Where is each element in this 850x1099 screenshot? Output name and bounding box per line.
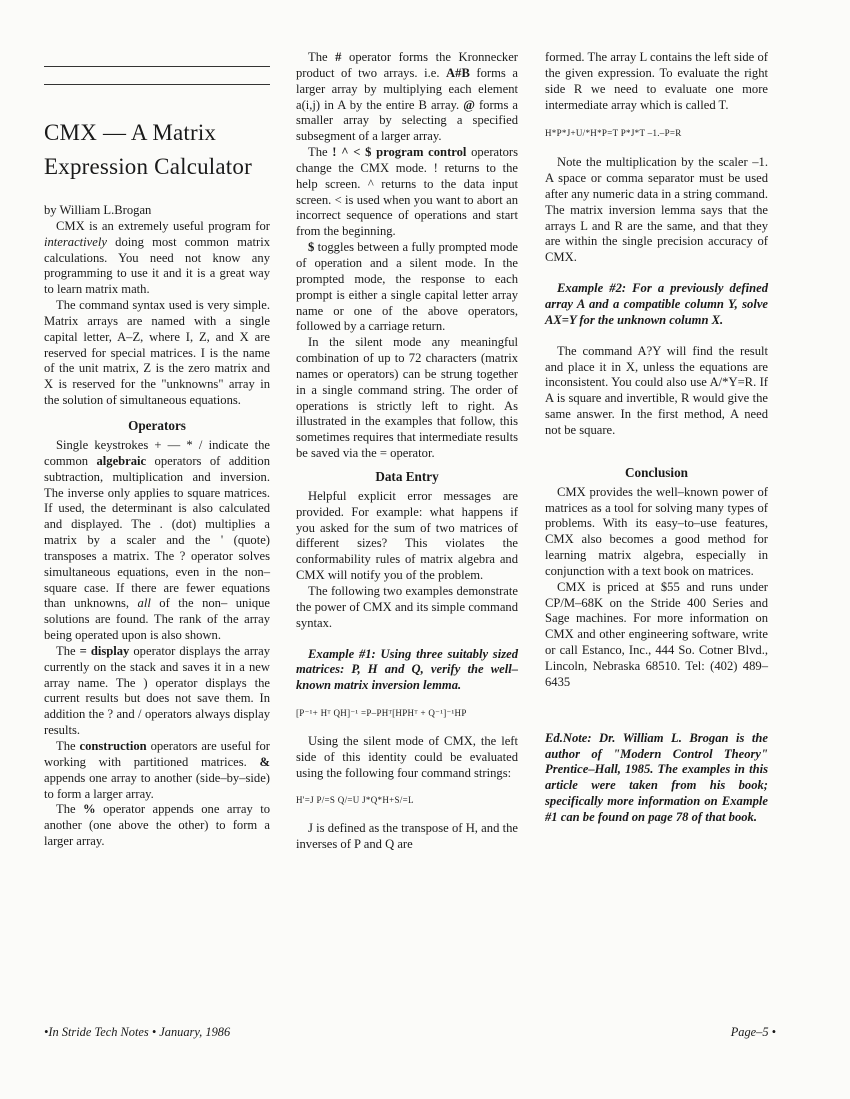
paragraph: The command syntax used is very simple. Matrix arrays are named with a single capital letter, A–Z, where I, Z, and X are reserved for special matrices. I is the name of the unit matrix, Z is the zero matrix and X is reserved for the "unknowns" array in the solution of simultaneous equations. <box>44 298 270 408</box>
paragraph: Note the multiplication by the scaler –1. A space or comma separator must be used after any numeric data in a string command. The matrix inversion lemma says that the arrays L and R are the same, and that they are within the single precision accuracy of CMX. <box>545 155 768 265</box>
paragraph: The ! ^ < $ program control operators change the CMX mode. ! returns to the help screen. ^ returns to the data input screen. < is used when you want to abort an incorrect sequence of operations and start from the beginning. <box>296 145 518 239</box>
paragraph: In the silent mode any meaningful combination of up to 72 characters (matrix names or operators) can be strung together in a single command string. The order of operations is strictly left to right. As illustrated in the examples that follow, this sometimes requires that intermediate results be saved via the = operator. <box>296 335 518 461</box>
paragraph: formed. The array L contains the left side of the given expression. To evaluate the right side R we need to evaluate one more intermediate array which is called T. <box>545 50 768 112</box>
heading-data-entry: Data Entry <box>375 468 439 484</box>
footer-left: •In Stride Tech Notes • January, 1986 <box>44 1025 231 1039</box>
paragraph: J is defined as the transpose of H, and the inverses of P and Q are <box>296 821 518 852</box>
paragraph: Single keystrokes + — * / indicate the common algebraic operators of addition subtraction, multiplication and inversion. The inverse only applies to square matrices. If used, the determinant is also calculated and displayed. The . (dot) multiplies a matrix by a scaler and the ' (quote) transposes a matrix. The ? operator solves simultaneous equations, even in the non– square case. If there are fewer equations than unknowns, all of the non– unique solutions are found. The rank of the array being operated upon is also shown. <box>44 437 271 643</box>
example-1: Example #1: Using three suitably sized matrices: P, H and Q, verify the well–known matrix inversion lemma. <box>296 646 518 693</box>
paragraph: The = display operator displays the array currently on the stack and saves it in a new array name. The ) operator displays the current results but does not save them. In addition the ? and / operators always display results. <box>44 643 270 738</box>
heading-conclusion: Conclusion <box>624 464 689 480</box>
equation-right-side: H*P*J+U/*H*P=T P*J*T –1.–P=R <box>545 128 682 139</box>
command-strings: H'=J P/=S Q/=U J*Q*H+S/=L <box>296 795 414 806</box>
paragraph: The % operator appends one array to another (one above the other) to form a larger array. <box>44 802 271 849</box>
byline: by William L.Brogan <box>44 203 152 217</box>
paragraph: The following two examples demonstrate the power of CMX and its simple command syntax. <box>296 584 518 630</box>
equation-lemma: [P⁻¹+ Hᵀ QH]⁻¹ =P–PHᵀ[HPHᵀ + Q⁻¹]⁻¹HP <box>296 708 467 719</box>
heading-operators: Operators <box>128 417 186 433</box>
paragraph: $ toggles between a fully prompted mode of operation and a silent mode. In the prompted mode, the response to each prompt is either a single capital letter array name or one of the above operators, followed by a carriage return. <box>296 240 518 334</box>
paragraph: CMX is an extremely useful program for interactively doing most common matrix calculations. You need not know any programming to use it and it is a great way to learn matrix math. <box>44 218 270 297</box>
paragraph: CMX provides the well–known power of matrices as a tool for solving many types of problems. With its easy–to–use features, CMX also becomes a good method for learning matrix algebra, especially in conjunction with a text book on matrices. <box>545 484 768 578</box>
column-3 <box>545 50 768 826</box>
article-title: CMX — A Matrix Expression Calculator <box>44 120 252 179</box>
paragraph: Helpful explicit error messages are provided. For example: what happens if you asked for the sum of two matrices of different sizes? This violates the conformability rules of matrix algebra and CMX will notify you of the problem. <box>296 488 518 583</box>
example-2: Example #2: For a previously defined array A and a compatible column Y, solve AX=Y for the unknown column X. <box>545 281 768 327</box>
editor-note: Ed.Note: Dr. William L. Brogan is the author of "Modern Control Theory" Prentice–Hall, 1985. The examples in this article were taken from his book; specifically more information on Example #1 can be found on page 78 of that book. <box>545 730 768 824</box>
paragraph: Using the silent mode of CMX, the left side of this identity could be evaluated using the following four command strings: <box>296 733 518 780</box>
paragraph: The # operator forms the Kronnecker product of two arrays. i.e. A#B forms a larger array by multiplying each element a(i,j) in A by the entire B array. @ forms a smaller array by selecting a specified subsegment of a larger array. <box>296 50 518 144</box>
page-number: Page–5 • <box>730 1025 776 1039</box>
paragraph: The command A?Y will find the result and place it in X, unless the equations are inconsistent. You could also use A/*Y=R. If A is square and invertible, R would give the same answer. In the first method, A need not be square. <box>545 343 768 437</box>
column-2 <box>296 50 518 853</box>
paragraph: The construction operators are useful for working with partitioned matrices. & appends one array to another (side–by–side) to form a larger array. <box>44 739 270 801</box>
column-1 <box>44 50 270 850</box>
paragraph: CMX is priced at $55 and runs under CP/M–68K on the Stride 400 Series and Sage machines. For more information on CMX and other engineering software, write or call Estanco, Inc., 444 So. Cotner Blvd., Lincoln, Nebraska 68510. Tel: (402) 489–6435 <box>545 579 768 689</box>
